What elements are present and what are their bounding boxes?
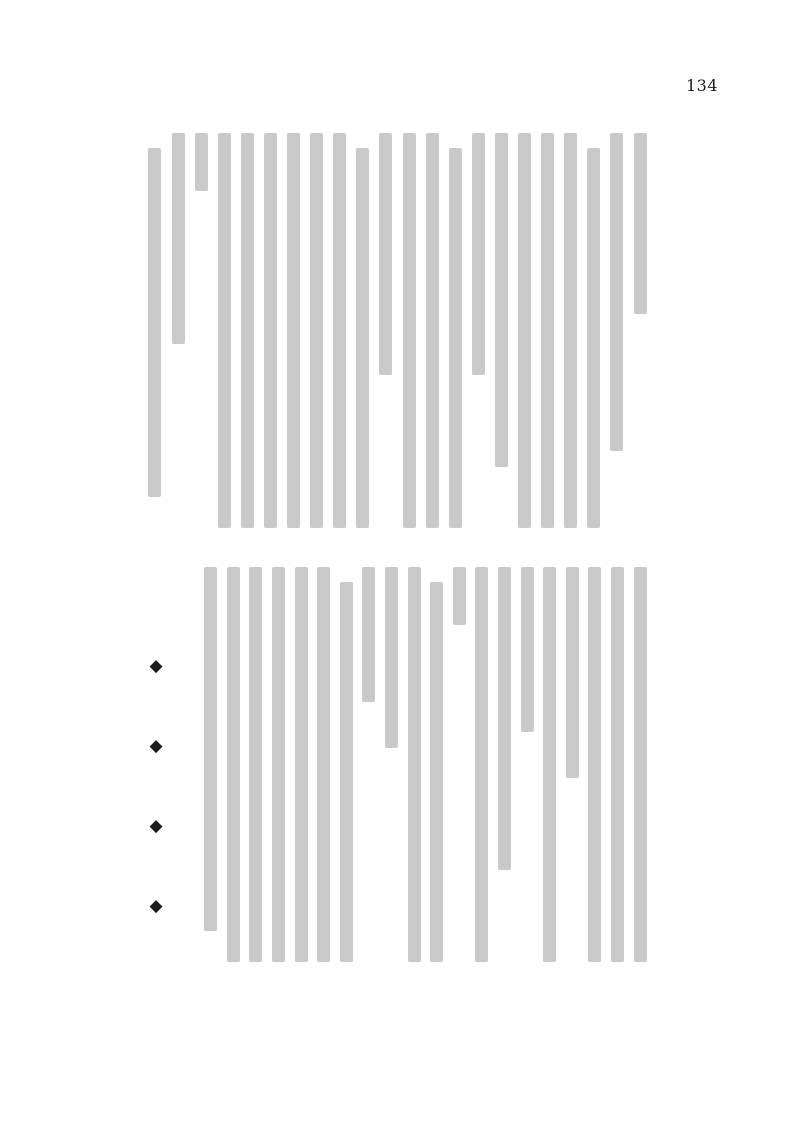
redacted-text-column	[403, 133, 416, 528]
redacted-text-column	[385, 567, 398, 748]
redacted-text-column	[204, 567, 217, 931]
redacted-text-column	[249, 567, 262, 962]
redacted-text-column	[587, 148, 600, 528]
scene-break-diamond: ◆	[149, 656, 163, 676]
redacted-text-column	[543, 567, 556, 962]
redacted-text-column	[588, 567, 601, 962]
redacted-text-column	[340, 582, 353, 962]
redacted-text-column	[564, 133, 577, 528]
redacted-text-column	[541, 133, 554, 528]
redacted-text-column	[566, 567, 579, 778]
redacted-text-column	[449, 148, 462, 528]
redacted-text-column	[521, 567, 534, 732]
redacted-text-column	[472, 133, 485, 375]
redacted-text-column	[241, 133, 254, 528]
redacted-text-column	[227, 567, 240, 962]
scene-break-diamond: ◆	[149, 816, 163, 836]
redacted-text-column	[362, 567, 375, 702]
redacted-text-column	[610, 133, 623, 451]
redacted-text-column	[379, 133, 392, 375]
redacted-text-column	[264, 133, 277, 528]
redacted-text-column	[356, 148, 369, 528]
redacted-text-column	[148, 148, 161, 497]
redacted-text-column	[408, 567, 421, 962]
redacted-text-column	[287, 133, 300, 528]
redacted-text-column	[611, 567, 624, 962]
scene-break-separator	[146, 650, 166, 930]
redacted-text-column	[272, 567, 285, 962]
page-number: 134	[686, 76, 719, 95]
redacted-text-column	[430, 582, 443, 962]
redacted-text-column	[172, 133, 185, 344]
redacted-text-column	[426, 133, 439, 528]
redacted-text-column	[310, 133, 323, 528]
redacted-text-column	[634, 133, 647, 314]
redacted-text-column	[218, 133, 231, 528]
redacted-text-column	[333, 133, 346, 528]
redacted-text-column	[195, 133, 208, 191]
redacted-text-column	[453, 567, 466, 625]
redacted-text-column	[634, 567, 647, 962]
redacted-text-column	[475, 567, 488, 962]
redacted-text-column	[498, 567, 511, 870]
scene-break-diamond: ◆	[149, 736, 163, 756]
scene-break-diamond: ◆	[149, 896, 163, 916]
redacted-text-column	[518, 133, 531, 528]
redacted-text-column	[295, 567, 308, 962]
redacted-text-column	[317, 567, 330, 962]
redacted-text-column	[495, 133, 508, 467]
